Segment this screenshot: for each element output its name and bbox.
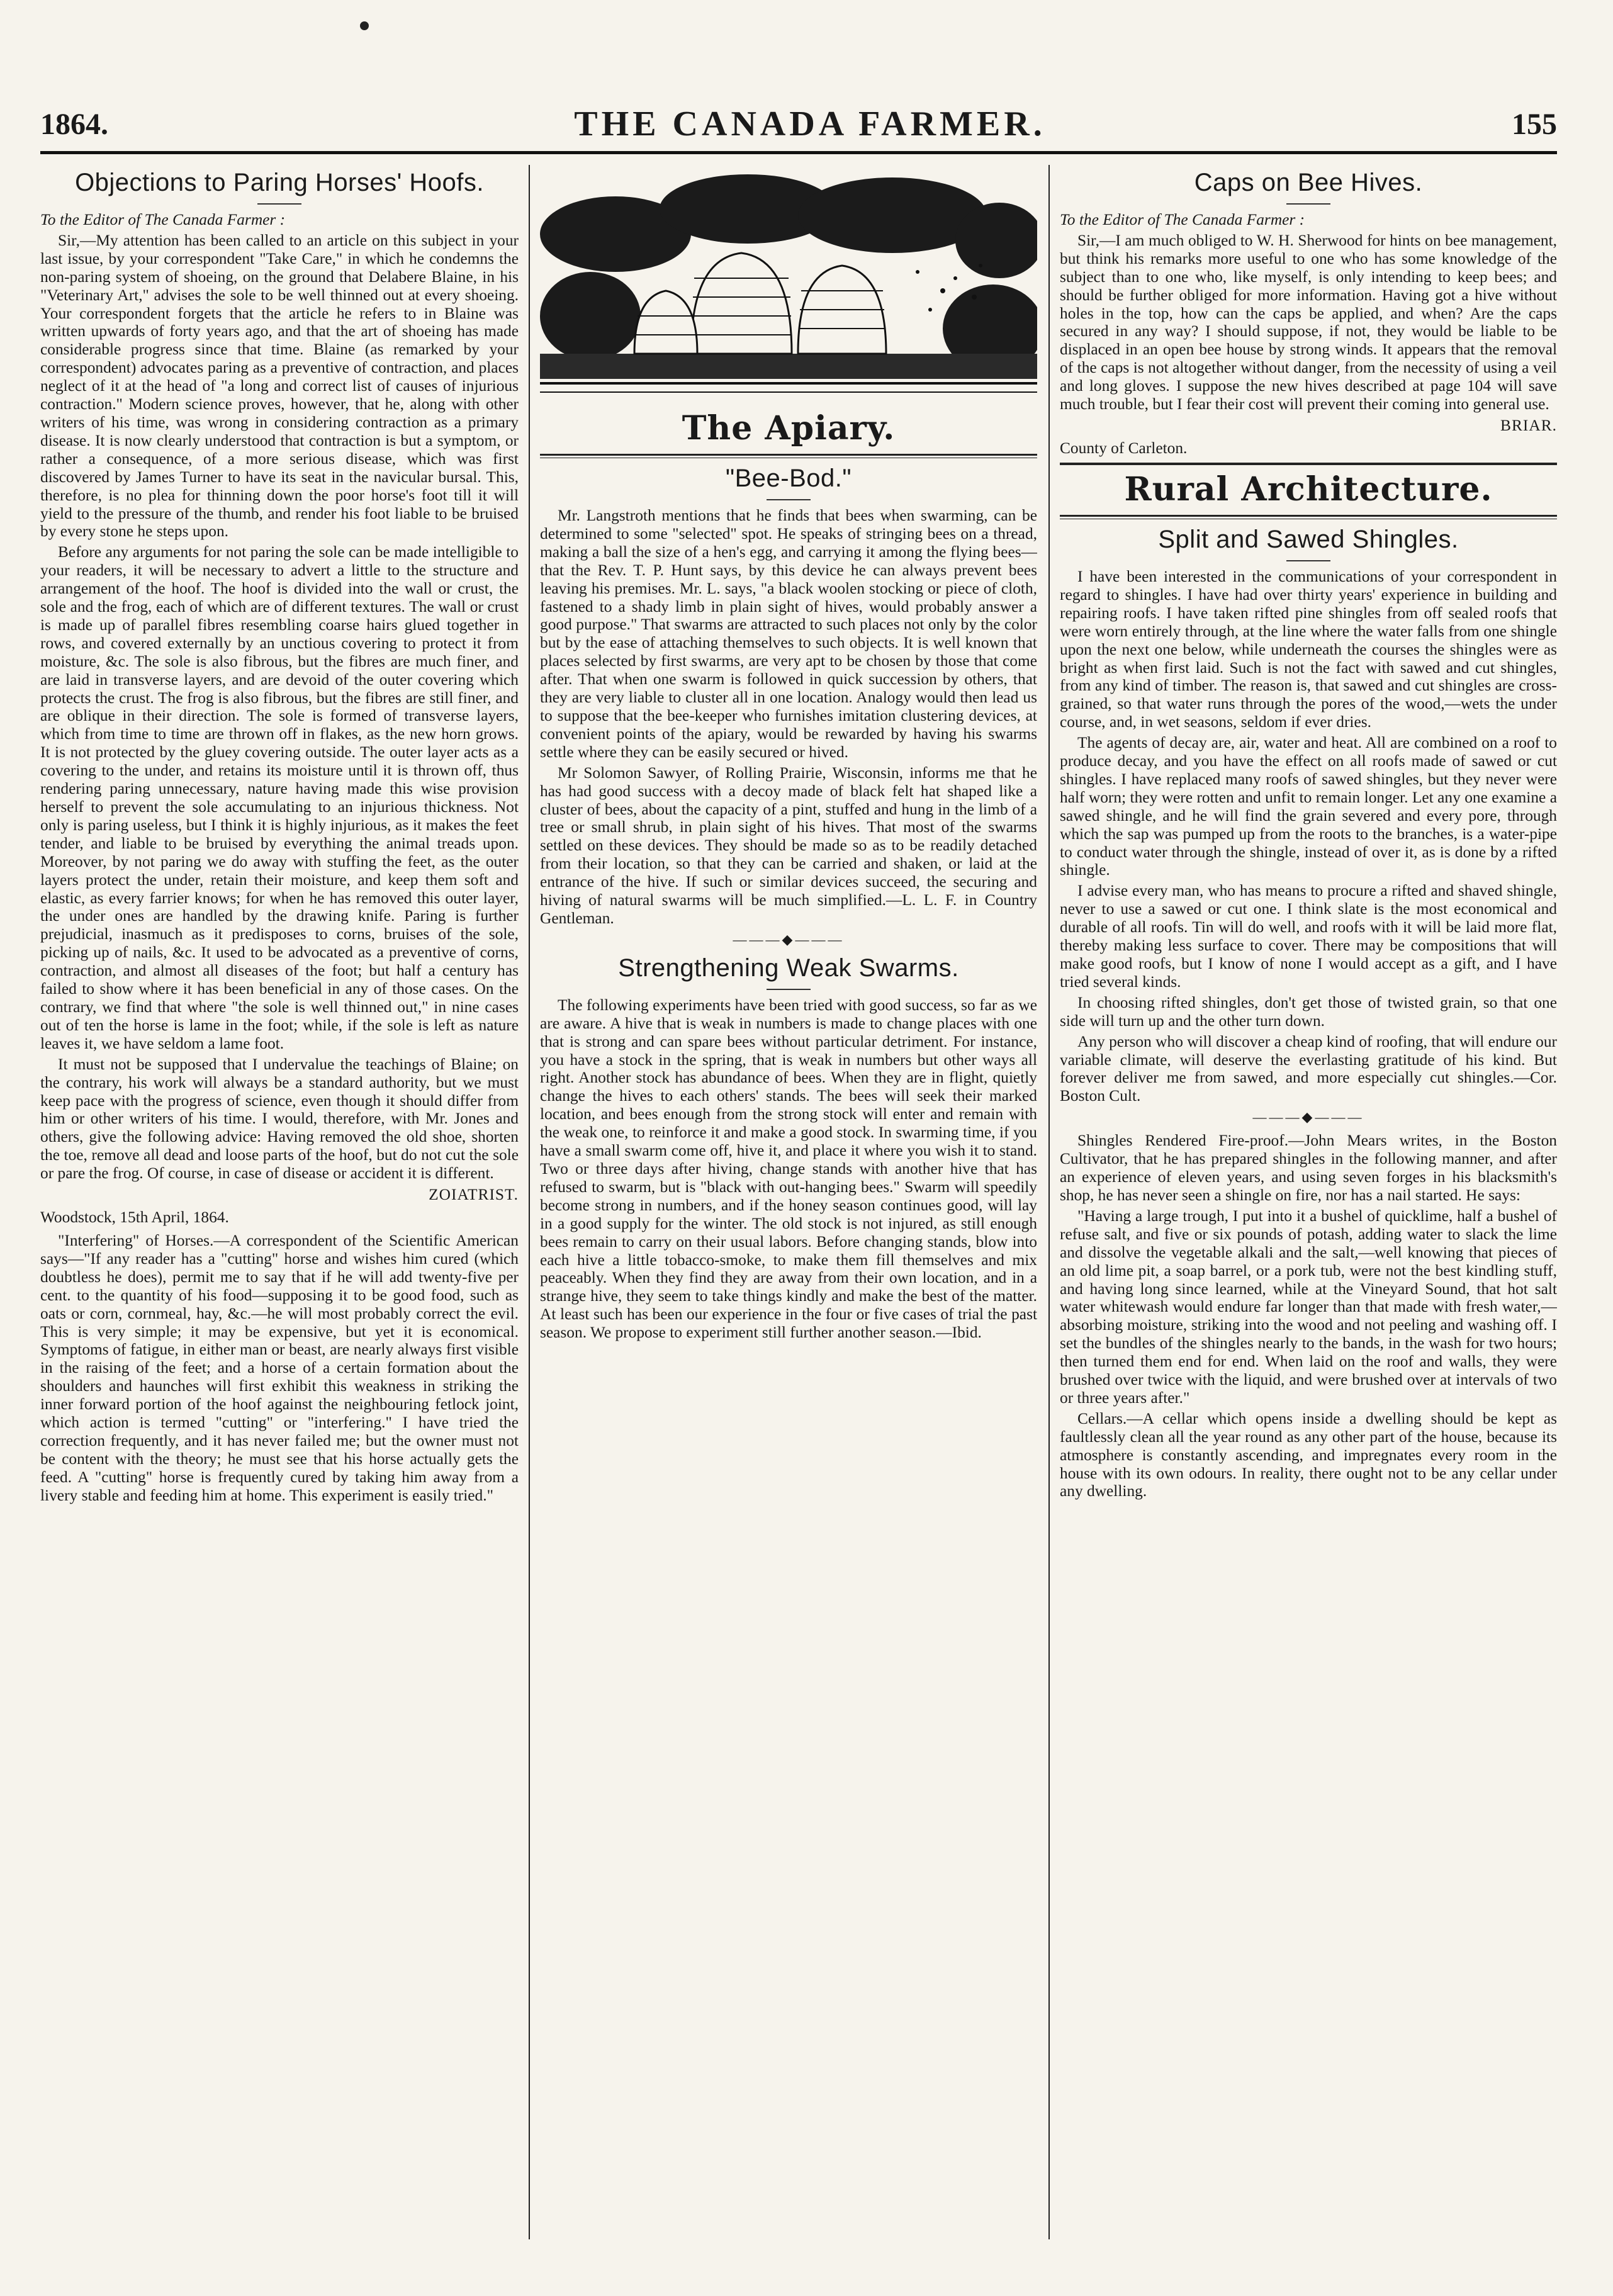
- article-paragraph: Shingles Rendered Fire-proof.—John Mears writes, in the Boston Cultivator, that he has prepared shingles in the following manner, and after an experience of eleven years, and using seven forges in his blacksmith's shop, he has never seen a shingle on fire, nor has a nail started. He says:: [1060, 1132, 1557, 1204]
- article-paragraph: I advise every man, who has means to procure a rifted and shaved shingle, never to use a sawed or cut one. I think slate is the most economical and durable of all roofs. Tin will do well, and roofs with it will be laid more flat, thereby making less surface to cover. There may be compositions that will make good roofs, but I know of none I would accept as a gift, and I have tried several kinds.: [1060, 882, 1557, 991]
- heading-rule: [1286, 560, 1330, 561]
- to-editor-line: To the Editor of The Canada Farmer :: [1060, 211, 1305, 228]
- column-right: [1060, 165, 1557, 2239]
- ornament-divider: ———◆———: [733, 931, 845, 947]
- article-heading-hoofs: Objections to Paring Horses' Hoofs.: [75, 169, 484, 196]
- article-paragraph: It must not be supposed that I undervalue the teachings of Blaine; on the contrary, his work will always be a standard authority, but we must keep pace with the progress of science, even though it should differ from him or other writers of his time. I would, therefore, with Mr. Jones and others, give the following advice: Having removed the old shoe, shorten the toe, remove all dead and loose parts of the hoof, but do not cut the sole or pare the frog. Of course, in case of disease or accident it is different.: [40, 1055, 519, 1183]
- print-dot: [360, 21, 369, 30]
- article-paragraph: Sir,—My attention has been called to an article on this subject in your last issue, by your correspondent "Take Care," in which he condemns the non-paring system of shoeing, on the ground that Delabere Blaine, in his "Veterinary Art," advises the sole to be well thinned out at every shoeing. Your correspondent forgets that the article he refers to in Blaine was written upwards of forty years ago, and that the art of shoeing has made considerable progress since that time. Blaine (as remarked by your correspondent) advocates paring as a preventive of contraction, and places neglect of it at the head of "a long and correct list of causes of injurious contraction." Modern science proves, however, that he, along with other writers of his time, was wrong in considering contraction as a primary disease. It is now clearly understood that contraction is but a symptom, or rather a consequence, of a more serious disease, which was first discovered by James Turner to have its seat in the navicular bursal. This, therefore, is no plea for thinning down the poor horse's foot till it will yield to the pressure of the thumb, and render his foot liable to be bruised by every stone he steps upon.: [40, 231, 519, 541]
- heading-rule: [767, 499, 811, 500]
- article-heading-caps: Caps on Bee Hives.: [1194, 169, 1423, 196]
- masthead-rule: [40, 151, 1557, 154]
- heading-rule: [767, 989, 811, 990]
- column-left: [40, 165, 519, 2239]
- to-editor-line: To the Editor of The Canada Farmer :: [40, 211, 286, 228]
- article-paragraph: Cellars.—A cellar which opens inside a dwelling should be kept as faultlessly clean all the year round as any other part of the house, because its atmosphere is constantly ascending, and impregnates every room in the house with its own odours. In reality, there ought not to be any cellar under any dwelling.: [1060, 1409, 1557, 1500]
- dateline: County of Carleton.: [1060, 439, 1188, 457]
- page-number: 155: [1512, 107, 1557, 141]
- article-paragraph: "Having a large trough, I put into it a bushel of quicklime, half a bushel of refuse salt, and five or six pounds of potash, adding water to slack the lime and dissolve the vegetable alkali and the salt,—well knowing that pieces of an old lime pit, a soap barrel, or a pork tub, were not the best kindling stuff, and having long since learned, while at the Vineyard Sound, that hot salt water whitewash would endure far longer than that made with fresh water,—absorbing moisture, striking into the wood and not peeling and washing off. I set the bundles of the shingles nearly to the bands, in the wash for two hours; then turned them end for end. When laid on the roof and walls, they were brushed over twice with the liquid, and were brushed over at intervals of two or three years after.": [1060, 1207, 1557, 1407]
- article-paragraph: Mr. Langstroth mentions that he finds that bees when swarming, can be determined to some "selected" spot. He speaks of stringing bees on a thread, making a ball the size of a hen's egg, and carrying it among the flying bees—that the Rev. T. P. Hunt says, by this device he can always prevent bees leaving his premises. Mr. L. says, "a black woolen stocking or piece of cloth, fastened to a shady limb in plain sight of hives, would probably answer a good purpose." That swarms are attracted to such places not only by the color but by the ease of attaching themselves to such objects. It is well known that places selected by first swarms, are very apt to be chosen by those that come after. That when one swarm is followed in quick succession by others, that they are very liable to cluster all in one location. Analogy would then lead us to suppose that the bee-keeper who furnishes imitation clustering devices, at convenient points of the apiary, would be rewarded by having his swarms settle where they can be easily secured or hived.: [540, 507, 1037, 761]
- article-heading-shingles: Split and Sawed Shingles.: [1158, 525, 1459, 553]
- heading-rule: [257, 203, 301, 205]
- column-rule-2: [1048, 165, 1050, 2239]
- article-paragraph: The agents of decay are, air, water and heat. All are combined on a roof to produce decay, and you have the effect on all roofs made of sawed or cut shingles. I have replaced many roofs of sawed shingles, but they never were half worn; they were rotten and unfit to remain longer. Let any one examine a sawed shingle, and he will find the grain severed and every pore, through which the sap was pumped up from the roots to the branches, is a water-pipe to conduct water through the shingle, instead of over it, as is done by a rifted shingle.: [1060, 734, 1557, 879]
- section-rule: [1060, 515, 1557, 519]
- section-heading-rural-architecture: Rural Architecture.: [1124, 470, 1493, 509]
- masthead-year: 1864.: [40, 107, 108, 141]
- heading-rule: [1286, 203, 1330, 205]
- dateline: Woodstock, 15th April, 1864.: [40, 1208, 229, 1227]
- column-middle: [540, 165, 1037, 2239]
- section-rule: [540, 454, 1037, 458]
- beehive-illustration: [540, 165, 1037, 404]
- signature: ZOIATRIST.: [429, 1186, 519, 1204]
- article-paragraph: Mr Solomon Sawyer, of Rolling Prairie, Wisconsin, informs me that he has had good success with a decoy made of black felt hat shaped like a cluster of bees, about the capacity of a pint, stuffed and hung in the limb of a tree or small shrub, in plain sight of his hives. That most of the swarms settled on these devices. They should be made so as to be readily detached from their location, so that they can be carried and shaken, or laid at the entrance of the hive. If such or similar devices succeed, the securing and hiving of natural swarms will be much simplified.—L. L. F. in Country Gentleman.: [540, 763, 1037, 927]
- article-paragraph: The following experiments have been tried with good success, so far as we are aware. A hive that is weak in numbers is made to change places with one that is strong and can spare bees without particular detriment. For instance, you have a stock in the spring, that is weak in numbers but other ways all right. Another stock has abundance of bees. When they are in flight, quietly change the hives to each others' stands. The bees will seek their marked location, and bees enough from the strong stock will enter and remain with the weak one, to reinforce it and make a good stock. In swarming time, if you have a small swarm come off, hive it, and place it where you wish it to stand. Two or three days after hiving, change stands with another hive that has refused to swarm, but is "black with out-hanging bees." Swarm will speedily become strong in numbers, and if the honey season continues good, will lay in a good supply for the winter. The old stock is not injured, as still enough bees remain to carry on their usual labors. Before changing stands, blow into each hive a little tobacco-smoke, to make them fill themselves and mix peaceably. When they find they are away from their own location, and in a strange hive, they seem to take things kindly and make the best of the matter. At least such has been our experience in the four or five cases of trial the past season. We propose to experiment still further another season.—Ibid.: [540, 996, 1037, 1342]
- article-paragraph: "Interfering" of Horses.—A correspondent of the Scientific American says—"If any reader has a "cutting" horse and wishes him cured (which doubtless he does), permit me to say that if he will add twenty-five per cent. to the quantity of his food—supposing it to be good food, such as oats or corn, cornmeal, hay, &c.—he will most probably correct the evil. This is very simple; it may be expensive, but yet it is economical. Symptoms of fatigue, in either man or beast, are nearly always first visible in the raising of the feet; and a horse of a certain formation about the shoulders and haunches will first exhibit this weakness in striking the inner forward portion of the hoof against the neighbouring fetlock joint, which action is termed "cutting" or "interfering." I have tried the correction frequently, and it has never failed me; but the owner must not be content with the theory; he must see that his horse actually gets the feed. A "cutting" horse is frequently cured by taking him away from a livery stable and feeding him at home. This experiment is easily tried.": [40, 1232, 519, 1504]
- article-heading-weak-swarms: Strengthening Weak Swarms.: [618, 954, 959, 982]
- article-paragraph: Sir,—I am much obliged to W. H. Sherwood for hints on bee management, but think his remarks more useful to one who has some knowledge of the subject than to one who, like myself, is only intending to keep bees; and should be further obliged for more information. Having got a hive without holes in the top, how can the caps be applied, and when? Are the caps secured in any way? I should suppose, if not, they would be liable to be displaced in an open bee house by strong winds. It appears that the removal of the caps is not altogether without danger, from the necessity of using a veil and long gloves. I suppose the new hives described at page 104 will save much trouble, but I fear their cost will prevent their coming into general use.: [1060, 231, 1557, 414]
- column-rule-1: [529, 165, 530, 2239]
- article-paragraph: Before any arguments for not paring the sole can be made intelligible to your readers, it will be necessary to advert a little to the structure and arrangement of the hoof. The hoof is divided into the wall or crust, the sole and the frog, each of which are of different textures. The wall or crust is made up of parallel fibres resembling coarse hairs glued together in rows, and covered externally by an unctious covering to protect it from moisture, &c. The sole is also fibrous, but the fibres are much finer, and are laid in transverse layers, and are devoid of the outer covering which protects the crust. The frog is also fibrous, but the fibres are still finer, and are oblique in their direction. The sole is formed of transverse layers, which from time to time are thrown off in flakes, as the new horn grows. It is not protected by the gluey covering outside. The outer layer acts as a covering to the under, and retains its moisture until it is thrown off, thus rendering paring unnecessary, nature having made this wise provision herself to prevent the sole accumulating to an injurious thickness. Not only is paring useless, but I think it is highly injurious, as it makes the feet tender, and liable to be bruised by everything the animal treads upon. Moreover, by not paring we do away with stuffing the feet, as the outer layers protect the under, retain their moisture, and keep them soft and elastic, as every farrier knows; for when he has removed this outer layer, the under ones are handled by the drawing knife. Paring is further prejudicial, inasmuch as it predisposes to corns, bruises of the sole, picking up of nails, &c. It used to be advocated as a preventive of corns, contraction, and almost all diseases of the foot; but half a century has failed to show where it has been beneficial in any of those cases. On the contrary, we find that where "the sole is well thinned out," in nine cases out of ten the horse is lame in the foot; while, if the sole is left as nature leaves it, we have seldom a lame foot.: [40, 543, 519, 1052]
- ornament-divider: ———◆———: [1252, 1109, 1364, 1125]
- article-paragraph: I have been interested in the communications of your correspondent in regard to shingles. I have had over thirty years' experience in building and repairing roofs. I have taken rifted pine shingles from off sealed roofs that were worn entirely through, at the line where the water falls from one shingle upon the next one below, while underneath the courses the shingles were as bright as when first laid. Such is not the fact with sawed and cut shingles, from any kind of timber. The reason is, that sawed and cut shingles are cross-grained, so that water runs through the pores of the wood,—wets the under course, and, in wet seasons, seldom if ever dries.: [1060, 567, 1557, 731]
- section-rule: [1060, 463, 1557, 465]
- article-paragraph: In choosing rifted shingles, don't get those of twisted grain, so that one side will turn up and the other turn down.: [1060, 993, 1557, 1030]
- article-heading-bee-bod: "Bee-Bod.": [725, 464, 852, 492]
- section-heading-apiary: The Apiary.: [682, 409, 896, 447]
- masthead-title: THE CANADA FARMER.: [574, 104, 1046, 144]
- signature: BRIAR.: [1500, 416, 1557, 434]
- article-paragraph: Any person who will discover a cheap kind of roofing, that will endure our variable climate, will deserve the everlasting gratitude of his kind. But forever deliver me from sawed, and more especially cut shingles.—Cor. Boston Cult.: [1060, 1032, 1557, 1105]
- masthead: [40, 99, 1557, 149]
